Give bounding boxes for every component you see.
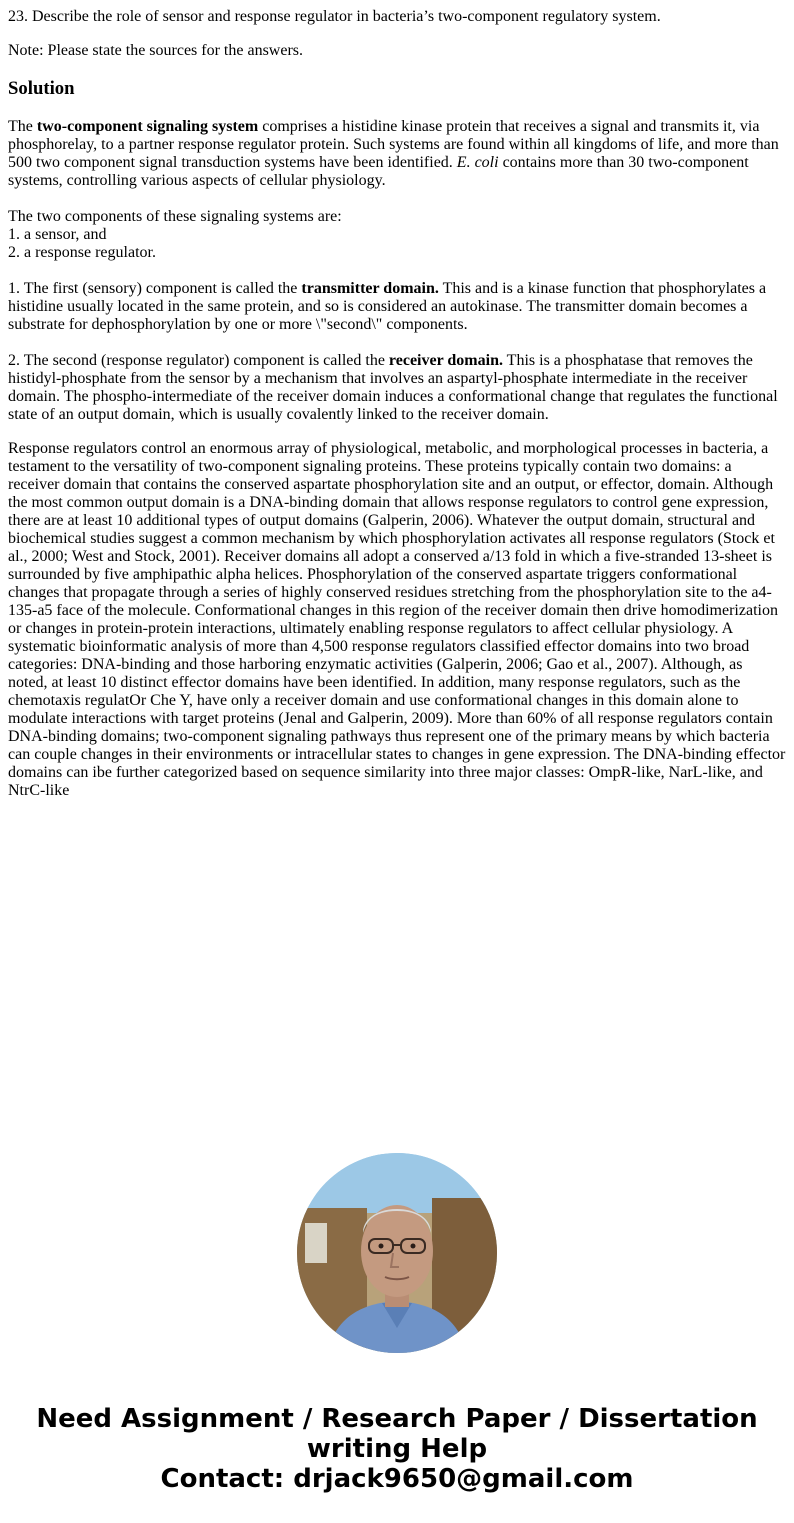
second-text-2: This is a phosphatase that removes the histidyl-phosphate from the sensor by a mechanism that involves an aspartyl-phosphate intermediate in the receiver domain. The phospho-intermediate of the receiver domain induces a conformational change that regulates the functional state of an output domain, which is usually covalently linked to the receiver domain. bbox=[8, 352, 778, 423]
intro-text-2: comprises a histidine kinase protein that receives a signal and transmits it, via phosphorelay, to a partner response regulator protein. Such systems are found within all kingdoms of life, and more than 500 two component signal transduction systems have been identified. bbox=[8, 118, 779, 171]
intro-italic-ecoli: E. coli bbox=[456, 154, 499, 171]
second-bold-term: receiver domain. bbox=[388, 352, 503, 369]
ad-line-2: writing Help bbox=[306, 1434, 488, 1464]
ad-contact-line: Contact: drjack9650@gmail.com bbox=[160, 1464, 634, 1494]
components-lead: The two components of these signaling systems are: bbox=[8, 208, 342, 225]
ad-line-1: Need Assignment / Research Paper / Dissertation bbox=[36, 1404, 758, 1434]
intro-bold-term: two-component signaling system bbox=[36, 118, 259, 135]
question-text: 23. Describe the role of sensor and response regulator in bacteria’s two-component regulatory system. bbox=[8, 8, 661, 25]
response-regulators-paragraph: Response regulators control an enormous array of physiological, metabolic, and morphological processes in bacteria, a testament to the versatility of two-component signaling proteins. These proteins typically contain two domains: a receiver domain that contains the conserved aspartate phosphorylation site and an output, or effector, domain. Although the most common output domain is a DNA-binding domain that allows response regulators to control gene expression, there are at least 10 additional types of output domains (Galperin, 2006). Whatever the output domain, structural and biochemical studies suggest a common mechanism by which phosphorylation activates all response regulators (Stock et al., 2000; West and Stock, 2001). Receiver domains all adopt a conserved a/13 fold in which a five-stranded 13-sheet is surrounded by five amphipathic alpha helices. Phosphorylation of the conserved aspartate triggers conformational changes that propagate through a series of highly conserved residues stretching from the phosphorylation site to the a4-135-a5 face of the molecule. Conformational changes in this region of the receiver domain then drive homodimerization or changes in protein-protein interactions, ultimately enabling response regulators to affect cellular physiology. A systematic bioinformatic analysis of more than 4,500 response regulators classified effector domains into two broad categories: DNA-binding and those harboring enzymatic activities (Galperin, 2006; Gao et al., 2007). Although, as noted, at least 10 distinct effector domains have been identified. In addition, many response regulators, such as the chemotaxis regulatOr Che Y, have only a receiver domain and use conformational changes in this domain alone to modulate interactions with target proteins (Jenal and Galperin, 2009). More than 60% of all response regulators contain DNA-binding domains; two-component signaling pathways thus represent one of the primary means by which bacteria can couple changes in their environments or intracellular states to changes in gene expression. The DNA-binding effector domains can ibe further categorized based on sequence similarity into three major classes: OmpR-like, NarL-like, and NtrC-like bbox=[8, 440, 786, 799]
first-component-paragraph bbox=[8, 280, 786, 334]
intro-text-1: The bbox=[8, 118, 37, 135]
first-bold-term: transmitter domain. bbox=[301, 280, 439, 297]
components-item-1: 1. a sensor, and bbox=[8, 226, 107, 243]
author-avatar bbox=[297, 1153, 497, 1353]
advertisement-banner bbox=[0, 1404, 794, 1494]
first-text-1: 1. The first (sensory) component is called the bbox=[8, 280, 302, 297]
note-text: Note: Please state the sources for the answers. bbox=[8, 42, 304, 59]
first-text-2: This and is a kinase function that phosphorylates a histidine usually located in the same protein, and so is considered an autokinase. The transmitter domain becomes a substrate for dephosphorylation by one or more \"second\" components. bbox=[8, 280, 767, 333]
second-component-paragraph bbox=[8, 352, 786, 424]
intro-text-3: contains more than 30 two-component systems, controlling various aspects of cellular physiology. bbox=[8, 154, 749, 189]
solution-heading: Solution bbox=[8, 78, 75, 99]
author-portrait-image bbox=[297, 1153, 497, 1353]
document-body bbox=[8, 8, 786, 800]
second-text-1: 2. The second (response regulator) component is called the bbox=[8, 352, 389, 369]
intro-paragraph bbox=[8, 118, 786, 190]
components-item-2: 2. a response regulator. bbox=[8, 244, 156, 261]
